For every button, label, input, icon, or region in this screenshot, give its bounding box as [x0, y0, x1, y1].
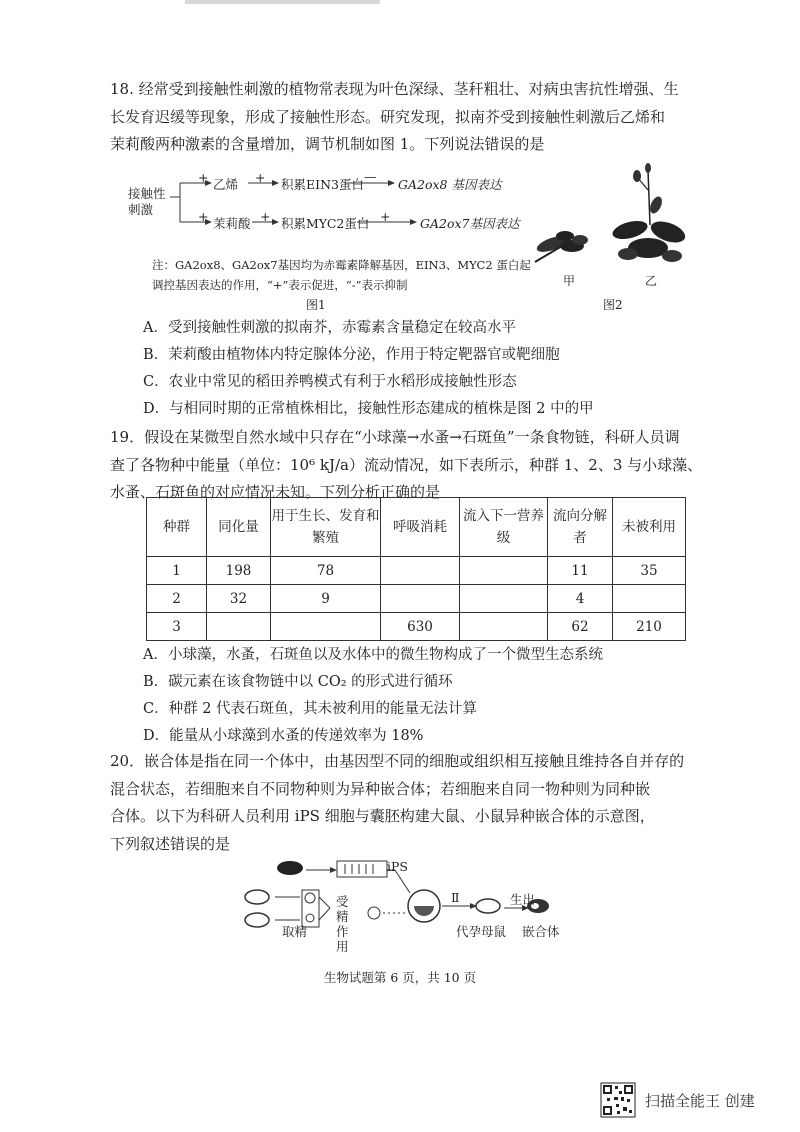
table-cell: 1: [147, 557, 207, 585]
header-cell: 呼吸消耗: [381, 498, 460, 557]
q19-option-a: A．小球藻，水蚤，石斑鱼以及水体中的微生物构成了一个微型生态系统: [143, 647, 603, 663]
q18-option-c: C．农业中常见的稻田养鸭模式有利于水稻形成接触性形态: [143, 374, 517, 390]
table-row: [147, 557, 686, 585]
q20-line: 合体。以下为科研人员利用 iPS 细胞与囊胚构建大鼠、小鼠异种嵌合体的示意图，: [110, 807, 655, 825]
diagram-birth-label: 生出: [510, 892, 536, 907]
qr-code-icon: [600, 1082, 636, 1118]
table-cell: 3: [147, 613, 207, 641]
table-cell: 9: [271, 585, 381, 613]
diagram-surrogate-label: 代孕母鼠: [456, 924, 507, 939]
page-footer: 生物试题第 6 页，共 10 页: [323, 970, 477, 985]
q18-line: 18. 经常受到接触性刺激的植物常表现为叶色深绿、茎秆粗壮、对病虫害抗性增强、生: [110, 80, 679, 98]
table-cell: 35: [613, 557, 686, 585]
header-cell: 未被利用: [613, 498, 686, 557]
protein-myc2: 积累MYC2蛋白: [281, 216, 370, 231]
fig2-label-jia: 甲: [563, 274, 576, 288]
plus-sign: +: [198, 170, 209, 185]
question-20-stem: [110, 748, 710, 858]
energy-flow-table: [146, 497, 686, 641]
fig1-note: 注：GA2ox8、GA2ox7基因均为赤霉素降解基因，EIN3、MYC2 蛋白起调控基因表达的作用，“+”表示促进，“-”表示抑制: [152, 258, 531, 292]
table-cell: 4: [548, 585, 613, 613]
header-cell: 流入下一营养级: [460, 498, 548, 557]
header-cell: 同化量: [207, 498, 271, 557]
table-header-row: [147, 498, 686, 557]
table-cell: 62: [548, 613, 613, 641]
q18-option-d: D．与相同时期的正常植株相比，接触性形态建成的植株是图 2 中的甲: [143, 401, 594, 417]
plus-sign: +: [198, 209, 209, 224]
male-mouse-icon: [245, 913, 269, 927]
table-cell: [271, 613, 381, 641]
q18-line: 长发育迟缓等现象，形成了接触性形态。研究发现，拟南芥受到接触性刺激后乙烯和: [110, 107, 666, 126]
diagram-obtain-label: 取精: [282, 924, 308, 939]
hormone-ethylene: 乙烯: [213, 177, 239, 192]
table-cell: 11: [548, 557, 613, 585]
diagram-roman-two: Ⅱ: [451, 890, 460, 905]
diagram-ips-label: iPS: [387, 859, 408, 874]
table-cell: 32: [207, 585, 271, 613]
plus-sign: +: [380, 209, 391, 224]
diagram-chimera-label: 嵌合体: [522, 924, 560, 939]
diagram-action-label: 受精作用: [336, 894, 349, 954]
fig1-stimulus: 接触性刺激: [128, 186, 166, 217]
fig2-label-yi: 乙: [645, 274, 658, 288]
protein-ein3: 积累EIN3蛋白: [281, 177, 364, 192]
q18-option-a: A．受到接触性刺激的拟南芥，赤霉素含量稳定在较高水平: [143, 320, 516, 336]
q18-option-b: B．茉莉酸由植物体内特定腺体分泌，作用于特定靶器官或靶细胞: [143, 347, 560, 363]
minus-sign: —: [364, 169, 377, 184]
q19-line: 水蚤、石斑鱼的对应情况未知。下列分析正确的是: [110, 483, 441, 501]
table-row: [147, 585, 686, 613]
fig1-caption: 图1: [306, 298, 326, 312]
table-cell: 198: [207, 557, 271, 585]
female-mouse-icon: [245, 890, 269, 904]
q20-line: 下列叙述错误的是: [110, 834, 231, 853]
gene-ga2ox7: GA2ox7基因表达: [420, 216, 520, 231]
table-cell: 2: [147, 585, 207, 613]
q20-line: 20．嵌合体是指在同一个体中，由基因型不同的细胞或组织相互接触且维持各自并存的: [110, 752, 685, 770]
gene-ga2ox8: GA2ox8 基因表达: [398, 177, 502, 192]
q19-line: 19．假设在某微型自然水域中只存在“小球藻→水蚤→石斑鱼”一条食物链，科研人员调: [110, 428, 680, 446]
header-cell: 用于生长、发育和繁殖: [271, 498, 381, 557]
table-cell: 210: [613, 613, 686, 641]
question-19-stem: [110, 424, 710, 507]
q19-option-c: C．种群 2 代表石斑鱼，其未被利用的能量无法计算: [143, 701, 478, 717]
surrogate-mouse-icon: [476, 899, 500, 913]
header-cell: 种群: [147, 498, 207, 557]
plus-sign: +: [255, 170, 266, 185]
table-cell: [460, 613, 548, 641]
table-cell: 78: [271, 557, 381, 585]
q19-option-d: D．能量从小球藻到水蚤的传递效率为 18%: [143, 728, 424, 744]
header-cell: 流向分解者: [548, 498, 613, 557]
table-cell: [381, 585, 460, 613]
table-cell: [381, 557, 460, 585]
hormone-jasmonic-acid: 茉莉酸: [213, 216, 251, 231]
donor-rat-icon: [277, 861, 303, 875]
table-cell: [613, 585, 686, 613]
table-cell: [460, 557, 548, 585]
q19-option-b: B．碳元素在该食物链中以 CO₂ 的形式进行循环: [143, 674, 453, 690]
plant-jia-icon: [535, 231, 588, 262]
table-cell: [207, 613, 271, 641]
q18-line: 茉莉酸两种激素的含量增加，调节机制如图 1。下列说法错误的是: [110, 135, 545, 153]
q20-line: 混合状态，若细胞来自不同物种则为异种嵌合体；若细胞来自同一物种则为同种嵌: [110, 779, 651, 798]
table-row: [147, 613, 686, 641]
scanner-watermark: 扫描全能王 创建: [645, 1092, 755, 1110]
plus-sign: +: [260, 209, 271, 224]
plant-yi-icon: [611, 163, 688, 262]
fig2-caption: 图2: [603, 298, 623, 312]
table-cell: 630: [381, 613, 460, 641]
q19-line: 查了各物种中能量（单位：10⁶ kJ/a）流动情况，如下表所示，种群 1、2、3 与小球藻、: [110, 455, 703, 474]
table-cell: [460, 585, 548, 613]
